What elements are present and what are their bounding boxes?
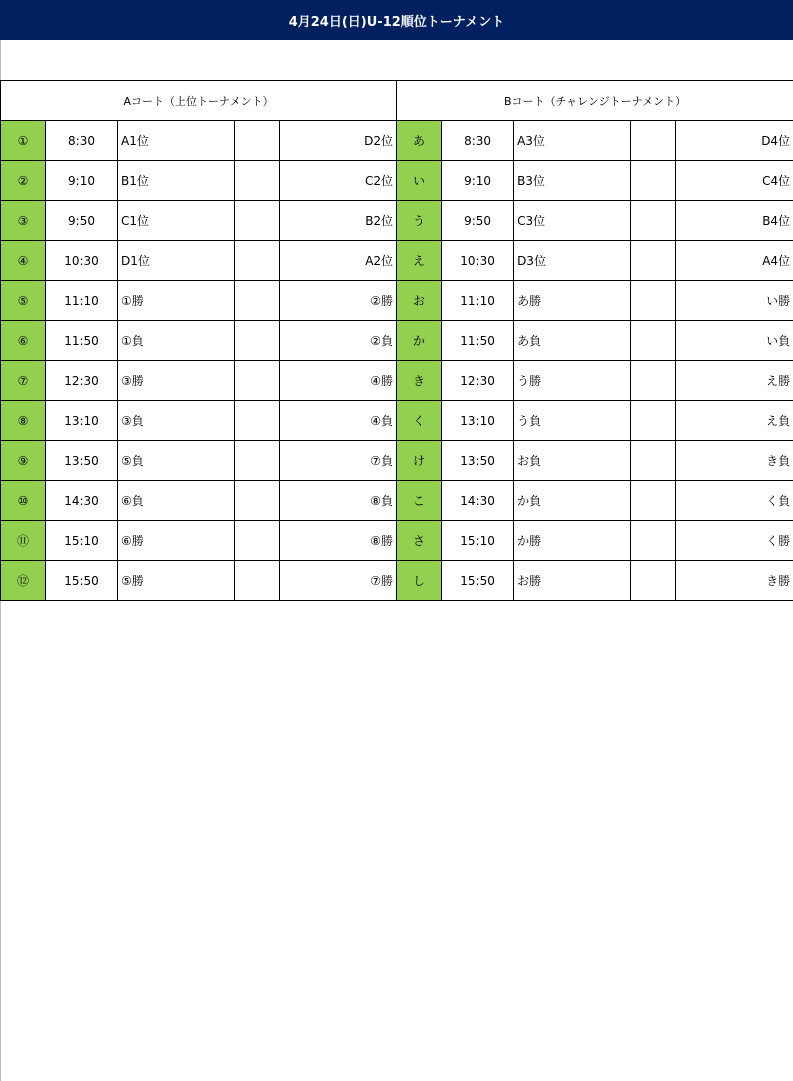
court-b-team-1: あ勝 xyxy=(514,281,631,321)
court-a-score-cell xyxy=(235,361,280,401)
court-b-match-number: お xyxy=(397,281,442,321)
court-b-match-time: 13:10 xyxy=(442,401,514,441)
court-b-team-2: い勝 xyxy=(676,281,793,321)
court-a-score-cell xyxy=(235,401,280,441)
court-b-score-cell xyxy=(631,441,676,481)
court-a-team-1: D1位 xyxy=(118,241,235,281)
court-a-match-time: 14:30 xyxy=(46,481,118,521)
court-b-score-cell xyxy=(631,321,676,361)
court-a-score-cell xyxy=(235,241,280,281)
schedule-row xyxy=(1,561,793,601)
court-b-match-number: き xyxy=(397,361,442,401)
court-a-team-1: ⑥勝 xyxy=(118,521,235,561)
court-b-team-1: か負 xyxy=(514,481,631,521)
court-b-score-cell xyxy=(631,201,676,241)
court-b-team-2: え負 xyxy=(676,401,793,441)
court-b-match-number: え xyxy=(397,241,442,281)
court-a-match-number: ⑥ xyxy=(1,321,46,361)
court-a-match-number: ⑩ xyxy=(1,481,46,521)
court-a-match-time: 10:30 xyxy=(46,241,118,281)
court-b-team-2: え勝 xyxy=(676,361,793,401)
court-b-match-time: 15:10 xyxy=(442,521,514,561)
court-a-team-2: ⑦勝 xyxy=(280,561,397,601)
court-a-team-2: C2位 xyxy=(280,161,397,201)
court-b-score-cell xyxy=(631,481,676,521)
court-b-score-cell xyxy=(631,401,676,441)
court-b-score-cell xyxy=(631,561,676,601)
court-a-match-time: 9:10 xyxy=(46,161,118,201)
court-b-team-2: き勝 xyxy=(676,561,793,601)
court-b-match-number: い xyxy=(397,161,442,201)
court-a-team-2: B2位 xyxy=(280,201,397,241)
court-a-team-1: B1位 xyxy=(118,161,235,201)
court-b-team-2: D4位 xyxy=(676,121,793,161)
schedule-row xyxy=(1,481,793,521)
court-a-team-2: ⑧負 xyxy=(280,481,397,521)
schedule-row xyxy=(1,161,793,201)
court-a-match-time: 8:30 xyxy=(46,121,118,161)
court-a-match-number: ④ xyxy=(1,241,46,281)
court-a-match-number: ⑦ xyxy=(1,361,46,401)
court-b-score-cell xyxy=(631,521,676,561)
court-a-team-2: ②勝 xyxy=(280,281,397,321)
court-b-match-time: 15:50 xyxy=(442,561,514,601)
court-a-score-cell xyxy=(235,201,280,241)
court-a-match-time: 15:50 xyxy=(46,561,118,601)
court-b-match-time: 11:50 xyxy=(442,321,514,361)
court-a-team-1: ③勝 xyxy=(118,361,235,401)
schedule-row xyxy=(1,361,793,401)
court-a-team-1: ⑤負 xyxy=(118,441,235,481)
court-a-match-time: 9:50 xyxy=(46,201,118,241)
court-a-team-1: ①負 xyxy=(118,321,235,361)
court-a-match-time: 12:30 xyxy=(46,361,118,401)
court-a-match-time: 11:10 xyxy=(46,281,118,321)
court-b-header: Bコート（チャレンジトーナメント） xyxy=(397,81,793,121)
court-a-match-time: 11:50 xyxy=(46,321,118,361)
schedule-row xyxy=(1,121,793,161)
court-b-match-time: 9:10 xyxy=(442,161,514,201)
court-b-match-time: 13:50 xyxy=(442,441,514,481)
court-a-match-number: ⑫ xyxy=(1,561,46,601)
schedule-row xyxy=(1,281,793,321)
schedule-row xyxy=(1,401,793,441)
court-b-score-cell xyxy=(631,161,676,201)
court-a-score-cell xyxy=(235,561,280,601)
court-a-score-cell xyxy=(235,321,280,361)
court-b-team-2: く負 xyxy=(676,481,793,521)
court-b-team-2: A4位 xyxy=(676,241,793,281)
court-a-team-2: ④負 xyxy=(280,401,397,441)
court-a-header: Aコート（上位トーナメント） xyxy=(1,81,397,121)
court-b-match-number: か xyxy=(397,321,442,361)
schedule-row xyxy=(1,521,793,561)
court-a-team-2: A2位 xyxy=(280,241,397,281)
court-a-team-2: ②負 xyxy=(280,321,397,361)
court-b-team-1: か勝 xyxy=(514,521,631,561)
court-a-score-cell xyxy=(235,281,280,321)
court-a-team-2: D2位 xyxy=(280,121,397,161)
court-b-team-2: B4位 xyxy=(676,201,793,241)
court-a-match-number: ⑤ xyxy=(1,281,46,321)
court-b-team-2: い負 xyxy=(676,321,793,361)
court-b-team-2: C4位 xyxy=(676,161,793,201)
court-a-team-1: ⑤勝 xyxy=(118,561,235,601)
court-b-team-1: A3位 xyxy=(514,121,631,161)
court-b-team-1: B3位 xyxy=(514,161,631,201)
court-b-match-number: こ xyxy=(397,481,442,521)
court-a-score-cell xyxy=(235,441,280,481)
court-a-team-2: ④勝 xyxy=(280,361,397,401)
page-title: 4月24日(日)U-12順位トーナメント xyxy=(0,0,793,40)
court-a-team-1: C1位 xyxy=(118,201,235,241)
court-a-match-number: ② xyxy=(1,161,46,201)
court-b-match-number: あ xyxy=(397,121,442,161)
court-b-team-2: き負 xyxy=(676,441,793,481)
court-b-match-number: け xyxy=(397,441,442,481)
court-a-score-cell xyxy=(235,481,280,521)
court-a-team-2: ⑧勝 xyxy=(280,521,397,561)
court-b-score-cell xyxy=(631,121,676,161)
court-b-match-time: 11:10 xyxy=(442,281,514,321)
court-b-match-time: 10:30 xyxy=(442,241,514,281)
court-b-team-2: く勝 xyxy=(676,521,793,561)
court-a-match-number: ① xyxy=(1,121,46,161)
court-b-score-cell xyxy=(631,361,676,401)
court-a-match-number: ⑨ xyxy=(1,441,46,481)
court-b-match-time: 14:30 xyxy=(442,481,514,521)
court-a-team-2: ⑦負 xyxy=(280,441,397,481)
court-b-match-number: さ xyxy=(397,521,442,561)
court-b-team-1: う負 xyxy=(514,401,631,441)
court-a-team-1: A1位 xyxy=(118,121,235,161)
court-a-match-number: ③ xyxy=(1,201,46,241)
court-b-team-1: あ負 xyxy=(514,321,631,361)
court-a-match-number: ⑪ xyxy=(1,521,46,561)
schedule-row xyxy=(1,241,793,281)
court-b-team-1: お負 xyxy=(514,441,631,481)
court-b-match-time: 12:30 xyxy=(442,361,514,401)
court-b-match-number: く xyxy=(397,401,442,441)
schedule-row xyxy=(1,201,793,241)
court-b-score-cell xyxy=(631,241,676,281)
court-a-score-cell xyxy=(235,161,280,201)
schedule-table xyxy=(0,80,793,601)
schedule-row xyxy=(1,321,793,361)
court-a-team-1: ⑥負 xyxy=(118,481,235,521)
court-b-match-time: 8:30 xyxy=(442,121,514,161)
court-a-match-time: 15:10 xyxy=(46,521,118,561)
court-b-team-1: C3位 xyxy=(514,201,631,241)
court-b-match-time: 9:50 xyxy=(442,201,514,241)
court-header-row xyxy=(1,81,793,121)
court-b-team-1: う勝 xyxy=(514,361,631,401)
court-a-match-number: ⑧ xyxy=(1,401,46,441)
court-b-score-cell xyxy=(631,281,676,321)
court-a-match-time: 13:10 xyxy=(46,401,118,441)
court-b-team-1: お勝 xyxy=(514,561,631,601)
court-a-match-time: 13:50 xyxy=(46,441,118,481)
schedule-row xyxy=(1,441,793,481)
court-a-team-1: ①勝 xyxy=(118,281,235,321)
court-b-match-number: し xyxy=(397,561,442,601)
court-a-team-1: ③負 xyxy=(118,401,235,441)
court-b-team-1: D3位 xyxy=(514,241,631,281)
court-b-match-number: う xyxy=(397,201,442,241)
court-a-score-cell xyxy=(235,121,280,161)
court-a-score-cell xyxy=(235,521,280,561)
